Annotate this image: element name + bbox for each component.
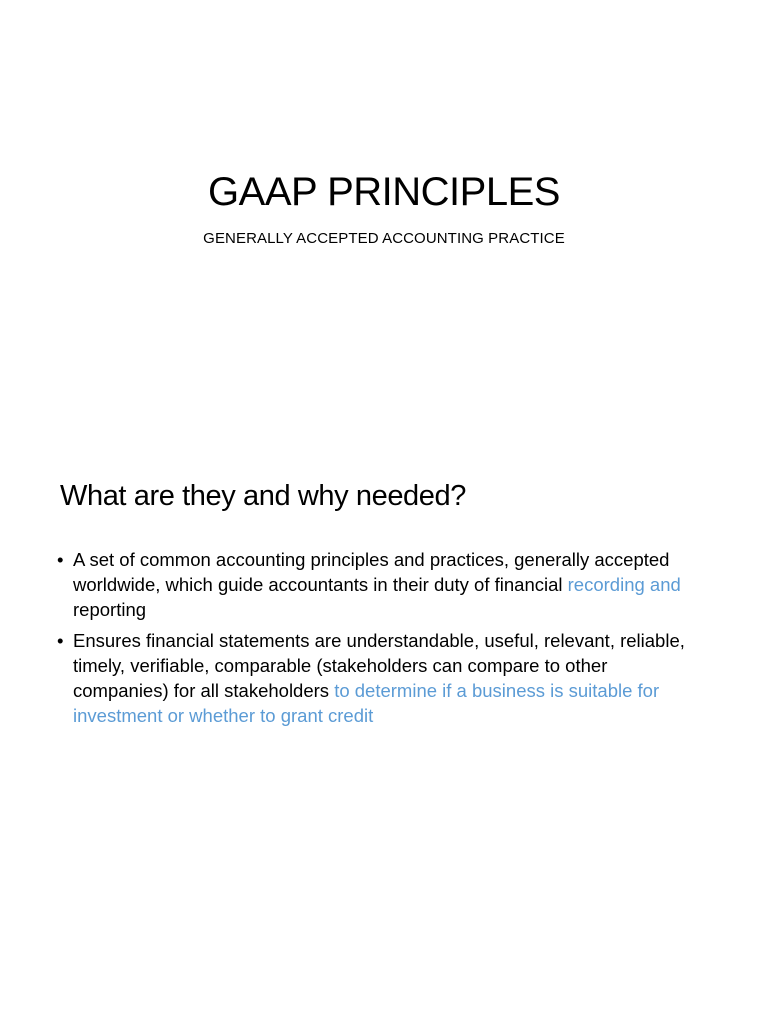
content-slide	[0, 432, 768, 864]
slide-title: GAAP PRINCIPLES	[208, 170, 560, 214]
bullet-item	[56, 628, 706, 728]
bullet-icon: •	[57, 549, 64, 570]
bullet-text-segment: reporting	[73, 599, 147, 620]
bullet-icon: •	[57, 630, 64, 651]
slide-subtitle: GENERALLY ACCEPTED ACCOUNTING PRACTICE	[203, 230, 565, 247]
bullet-text-highlight: recording and	[567, 574, 681, 595]
bullet-text-segment: A set of common accounting principles and practices, generally accepted worldwide, which guide accountants in their duty of financial	[73, 549, 670, 595]
title-slide	[0, 0, 768, 432]
slide-heading: What are they and why needed?	[60, 480, 466, 512]
bullet-item	[56, 547, 706, 622]
bullet-text-segment: Ensures financial statements are understandable, useful, relevant, reliable, timely, verifiable, comparable (stakeholders can compare to other companies) for all stakeholders	[73, 630, 685, 701]
bullet-text-highlight: to determine if a business is suitable for investment or whether to grant credit	[73, 680, 660, 726]
bullet-list	[56, 547, 706, 734]
